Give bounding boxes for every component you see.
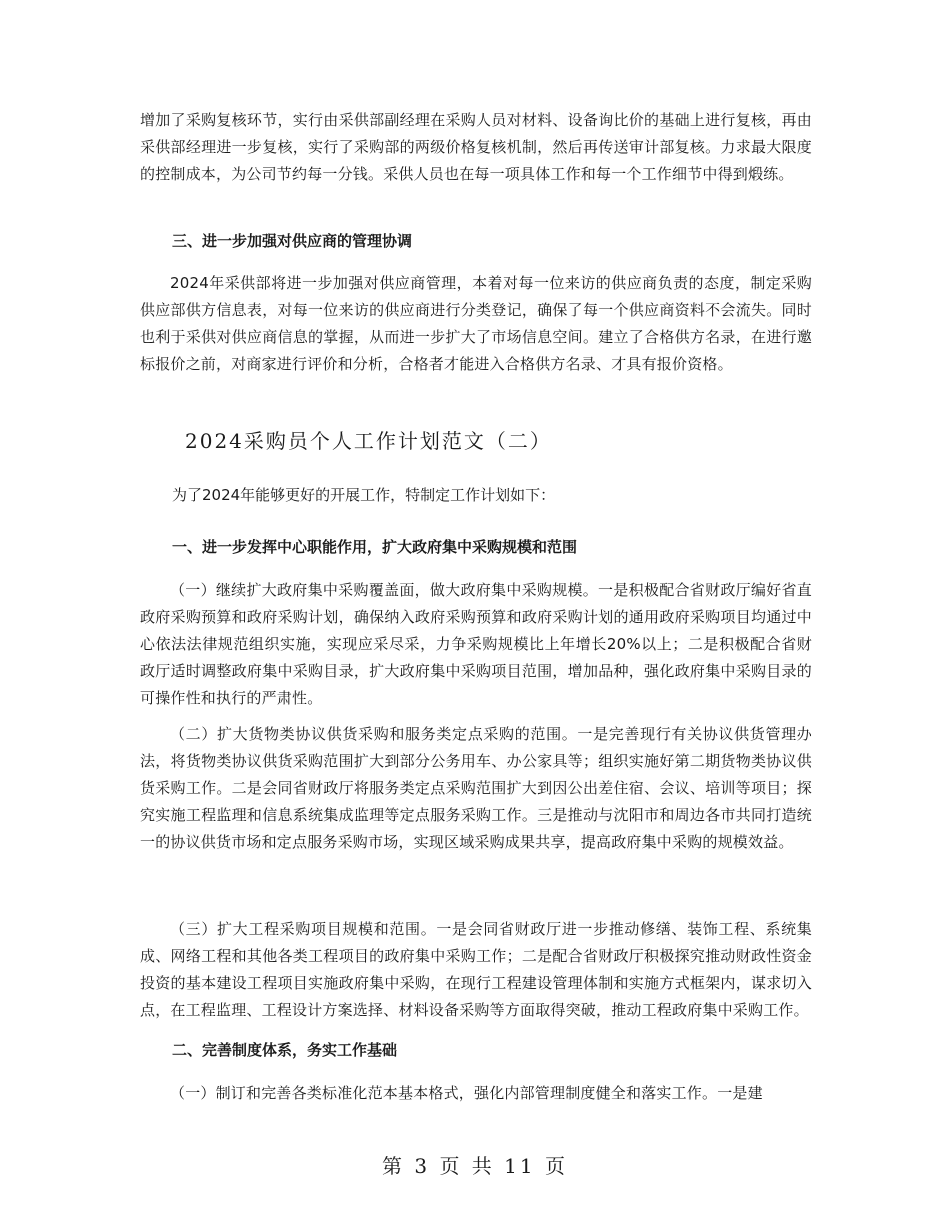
paragraph-item-1: （一）继续扩大政府集中采购覆盖面，做大政府集中采购规模。一是积极配合省财政厅编好省直政府采购预算和政府采购计划，确保纳入政府采购预算和政府采购计划的通用政府采购项目均通过中心依法法律规范组织实施，实现应采尽采，力争采购规模比上年增长20%以上；二是积极配合省财政厅适时调整政府集中采购目录，扩大政府集中采购项目范围，增加品种，强化政府集中采购目录的可操作性和执行的严肃性。 — [140, 581, 812, 707]
page-footer: 第 3 页 共 11 页 — [382, 1154, 568, 1178]
paragraph-intro: 为了2024年能够更好的开展工作，特制定工作计划如下： — [172, 486, 556, 504]
paragraph-supplier-management: 2024年采供部将进一步加强对供应商管理，本着对每一位来访的供应商负责的态度，制定采购供应部供方信息表，对每一位来访的供应商进行分类登记，确保了每一个供应商资料不会流失。同时也利于采供对供应商信息的掌握，从而进一步扩大了市场信息空间。建立了合格供方名录，在进行邀标报价之前，对商家进行评价和分析，合格者才能进入合格供方名录、才具有报价资格。 — [140, 274, 812, 373]
section-heading-system: 二、完善制度体系，务实工作基础 — [172, 1041, 398, 1059]
paragraph-system-item-1: （一）制订和完善各类标准化范本基本格式，强化内部管理制度健全和落实工作。一是建 — [170, 1084, 763, 1102]
section-heading-expand-scope: 一、进一步发挥中心职能作用，扩大政府集中采购规模和范围 — [172, 538, 578, 556]
paragraph-item-2: （二）扩大货物类协议供货采购和服务类定点采购的范围。一是完善现行有关协议供货管理办法，将货物类协议供货采购范围扩大到部分公务用车、办公家具等；组织实施好第二期货物类协议供货采购工作。二是会同省财政厅将服务类定点采购范围扩大到因公出差住宿、会议、培训等项目；探究实施工程监理和信息系统集成监理等定点服务采购工作。三是推动与沈阳市和周边各市共同打造统一的协议供货市场和定点服务采购市场，实现区域采购成果共享，提高政府集中采购的规模效益。 — [140, 725, 812, 851]
document-title: 2024采购员个人工作计划范文（二） — [185, 429, 552, 453]
paragraph-item-3: （三）扩大工程采购项目规模和范围。一是会同省财政厅进一步推动修缮、装饰工程、系统集成、网络工程和其他各类工程项目的政府集中采购工作；二是配合省财政厅积极探究推动财政性资金投资的基本建设工程项目实施政府集中采购，在现行工程建设管理体制和实施方式框架内，谋求切入点，在工程监理、工程设计方案选择、材料设备采购等方面取得突破，推动工程政府集中采购工作。 — [140, 920, 812, 1019]
section-heading-supplier: 三、进一步加强对供应商的管理协调 — [172, 232, 413, 250]
paragraph-cost-review: 增加了采购复核环节，实行由采供部副经理在采购人员对材料、设备询比价的基础上进行复核，再由采供部经理进一步复核，实行了采购部的两级价格复核机制，然后再传送审计部复核。力求最大限度的控制成本，为公司节约每一分钱。采供人员也在每一项具体工作和每一个工作细节中得到煅练。 — [140, 111, 812, 183]
